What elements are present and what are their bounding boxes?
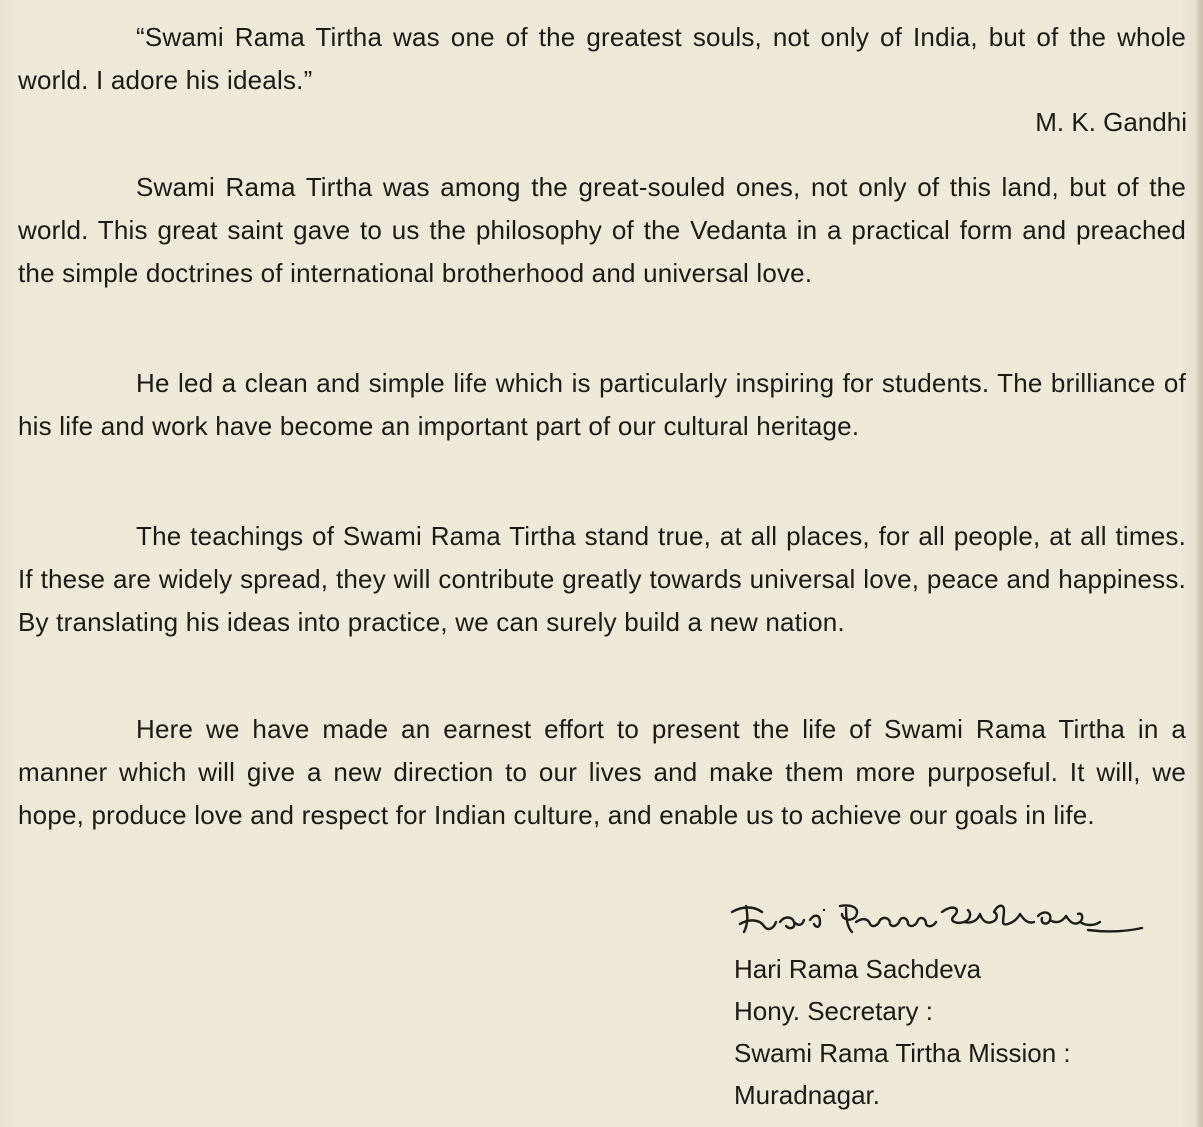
gandhi-quote: “Swami Rama Tirtha was one of the greatest souls, not only of India, but of the whole world. I adore his ideals.” [18, 22, 1186, 95]
signatory-title: Hony. Secretary : [734, 996, 933, 1026]
paragraph-4: Here we have made an earnest effort to present the life of Swami Rama Tirtha in a manner which will give a new direction to our lives and make them more purposeful. It will, we hope, produce love and respect for Indian culture, and enable us to achieve our goals in life. [18, 714, 1186, 830]
signatory-name: Hari Rama Sachdeva [734, 954, 982, 984]
quote-author: M. K. Gandhi [1035, 107, 1187, 137]
signatory-block [734, 948, 1071, 1116]
signatory-organization: Swami Rama Tirtha Mission : [734, 1038, 1071, 1068]
handwritten-signature [728, 892, 1148, 948]
paragraph-3: The teachings of Swami Rama Tirtha stand true, at all places, for all people, at all times. If these are widely spread, they will contribute greatly towards universal love, peace and happiness. By translating his ideas into practice, we can surely build a new nation. [18, 521, 1186, 637]
paragraph-2: He led a clean and simple life which is particularly inspiring for students. The brilliance of his life and work have become an important part of our cultural heritage. [18, 368, 1186, 441]
paragraph-1: Swami Rama Tirtha was among the great-souled ones, not only of this land, but of the world. This great saint gave to us the philosophy of the Vedanta in a practical form and preached the simple doctrines of international brotherhood and universal love. [18, 172, 1186, 288]
page-edge [1197, 0, 1203, 1127]
signatory-place: Muradnagar. [734, 1080, 880, 1110]
